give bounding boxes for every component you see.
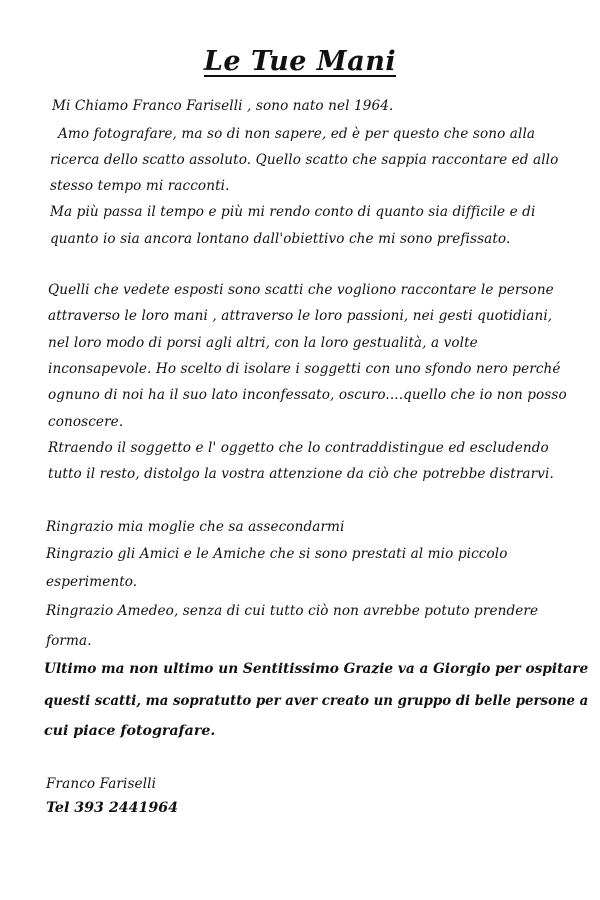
paragraph-2-line-1: Quelli che vedete esposti sono scatti che vogliono raccontare le persone [48,282,554,298]
paragraph-1-line-4: stesso tempo mi racconti. [50,178,230,194]
paragraph-3-line-5: forma. [46,633,92,649]
paragraph-3-line-2: Ringrazio gli Amici e le Amiche che si sono prestati al mio piccolo [46,546,508,562]
paragraph-2-line-8: tutto il resto, distolgo la vostra attenzione da ciò che potrebbe distrarvi. [48,466,554,482]
paragraph-2-line-4: inconsapevole. Ho scelto di isolare i soggetti con uno sfondo nero perché [48,361,561,377]
paragraph-3-line-4: Ringrazio Amedeo, senza di cui tutto ciò non avrebbe potuto prendere [46,603,539,619]
paragraph-1-line-2: Amo fotografare, ma so di non sapere, ed è per questo che sono alla [58,126,536,142]
page-title [0,46,600,77]
paragraph-1-line-6: quanto io sia ancora lontano dall'obiettivo che mi sono prefissato. [50,231,511,247]
page-title-text: Le Tue Mani [203,46,397,77]
paragraph-3-line-7: questi scatti, ma sopratutto per aver creato un gruppo di belle persone a [44,693,589,709]
paragraph-2-line-5: ognuno di noi ha il suo lato inconfessato, oscuro....quello che io non posso [48,387,567,403]
signature-name: Franco Fariselli [46,776,157,792]
paragraph-3-line-6: Ultimo ma non ultimo un Sentitissimo Grazie va a Giorgio per ospitare [44,661,589,677]
paragraph-1-line-3: ricerca dello scatto assoluto. Quello scatto che sappia raccontare ed allo [50,152,559,168]
paragraph-1-line-5: Ma più passa il tempo e più mi rendo conto di quanto sia difficile e di [50,204,536,220]
paragraph-2-line-6: conoscere. [48,414,124,430]
paragraph-3-line-8: cui piace fotografare. [44,723,216,739]
signature-phone: Tel 393 2441964 [46,800,178,816]
paragraph-1-line-1: Mi Chiamo Franco Fariselli , sono nato nel 1964. [52,98,394,114]
paragraph-3-line-3: esperimento. [46,574,138,590]
paragraph-3-line-1: Ringrazio mia moglie che sa assecondarmi [46,519,345,535]
paragraph-2-line-3: nel loro modo di porsi agli altri, con la loro gestualità, a volte [48,335,478,351]
paragraph-2-line-7: Rtraendo il soggetto e l' oggetto che lo contraddistingue ed escludendo [48,440,549,456]
paragraph-2-line-2: attraverso le loro mani , attraverso le loro passioni, nei gesti quotidiani, [48,308,553,324]
